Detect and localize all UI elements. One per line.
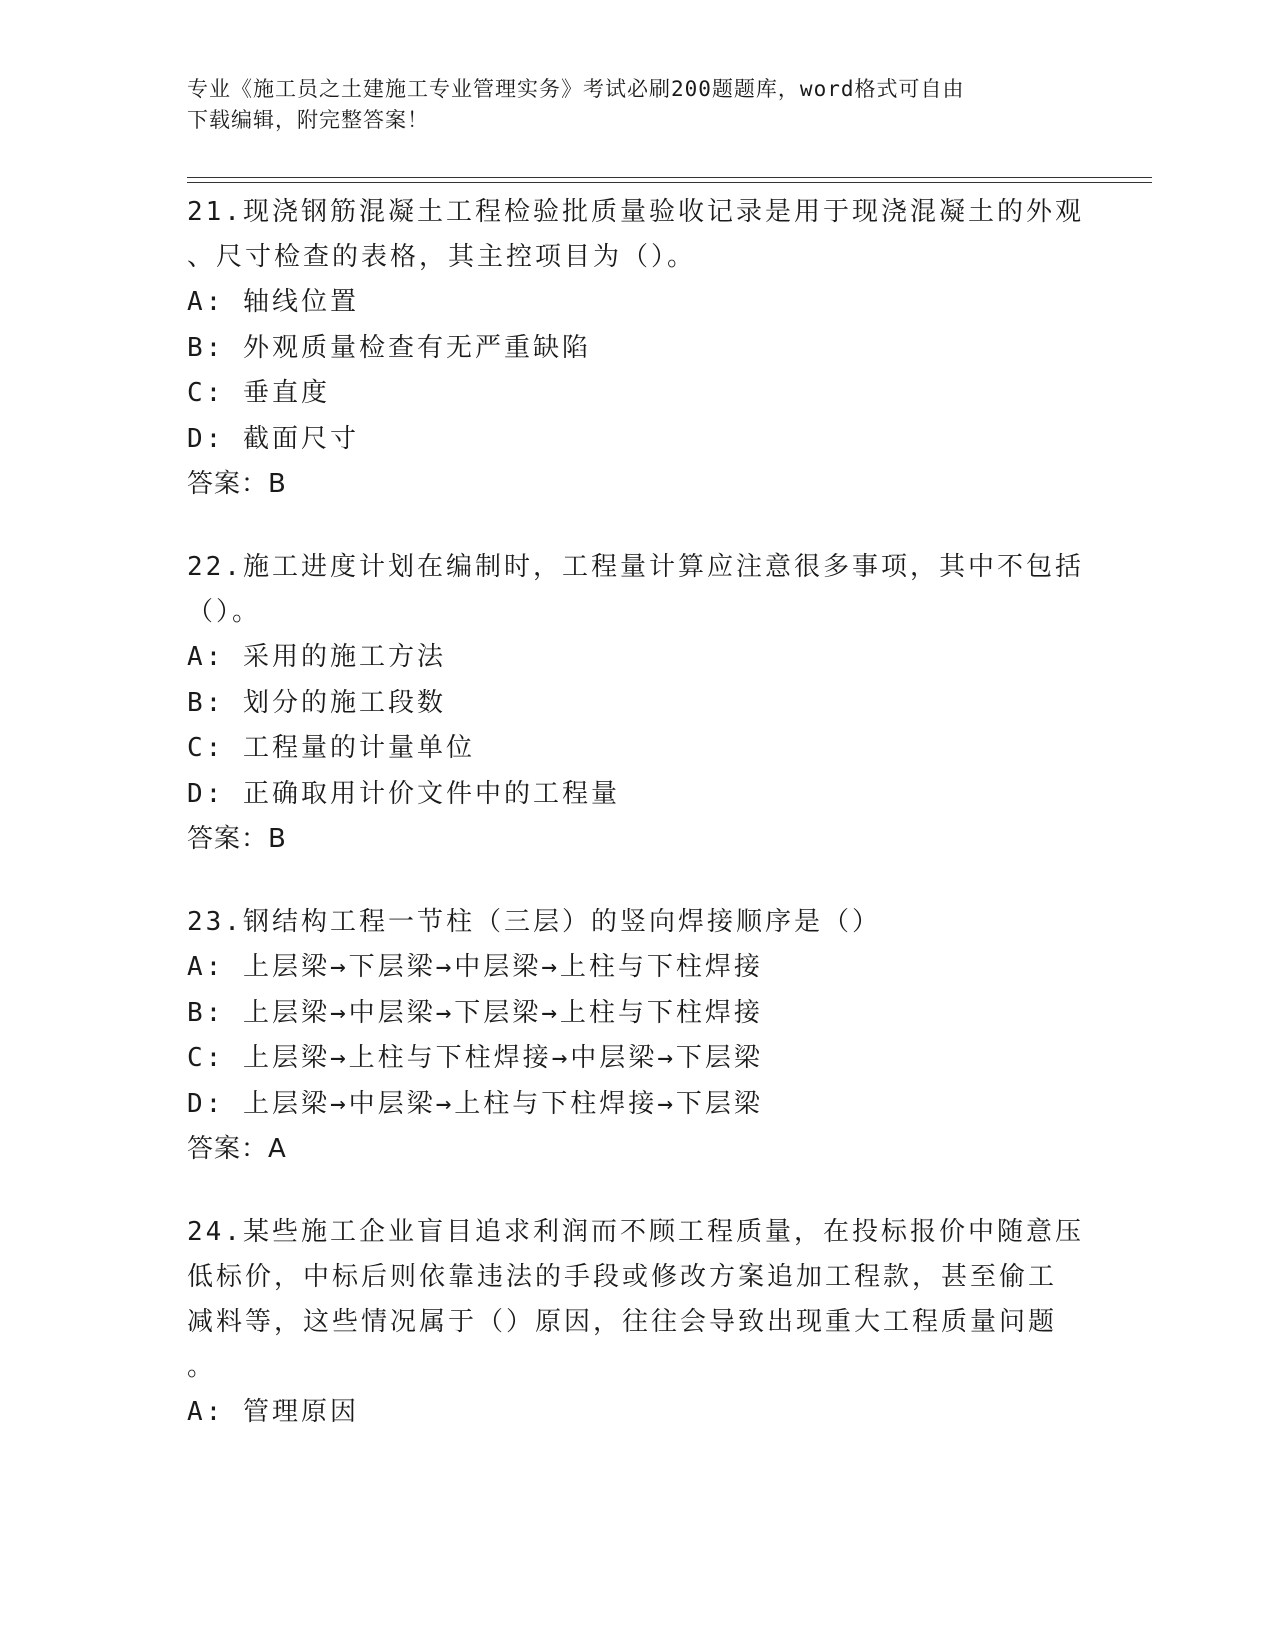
- answer-value: B: [268, 824, 287, 854]
- option-c: C: 垂直度: [187, 378, 330, 408]
- stem-line: （）。: [187, 597, 262, 627]
- option-c: C: 上层梁→上柱与下柱焊接→中层梁→下层梁: [187, 1043, 763, 1073]
- option-d: D: 截面尺寸: [187, 423, 359, 454]
- answer-value: B: [268, 469, 287, 499]
- stem-line: 24.某些施工企业盲目追求利润而不顾工程质量，在投标报价中随意压: [187, 1217, 1084, 1247]
- stem-line: 低标价，中标后则依靠违法的手段或修改方案追加工程款，甚至偷工: [187, 1262, 1058, 1292]
- answer-value: A: [268, 1134, 287, 1164]
- stem-line: 22.施工进度计划在编制时，工程量计算应注意很多事项，其中不包括: [187, 552, 1084, 582]
- stem-line: 减料等，这些情况属于（）原因，往往会导致出现重大工程质量问题: [187, 1307, 1058, 1337]
- option-b: B: 划分的施工段数: [187, 687, 446, 718]
- header-divider-bottom: [187, 182, 1152, 183]
- option-b: B: 外观质量检查有无严重缺陷: [187, 332, 591, 363]
- question-stem: [187, 900, 1087, 945]
- stem-line: 21.现浇钢筋混凝土工程检验批质量验收记录是用于现浇混凝土的外观: [187, 197, 1084, 227]
- option-c: C: 工程量的计量单位: [187, 733, 475, 763]
- question-stem: [187, 1210, 1087, 1390]
- question-stem: [187, 545, 1087, 635]
- option-b: B: 上层梁→中层梁→下层梁→上柱与下柱焊接: [187, 997, 763, 1028]
- question-stem: [187, 190, 1087, 280]
- answer: [187, 1127, 1087, 1172]
- answer-label: 答案：: [187, 824, 269, 854]
- option-a: A: 管理原因: [187, 1397, 359, 1427]
- answer: [187, 817, 1087, 862]
- question-24: [187, 1210, 1087, 1436]
- document-header: [187, 74, 1067, 136]
- question-21: [187, 190, 1087, 507]
- question-22: [187, 545, 1087, 862]
- option-d: D: 上层梁→中层梁→上柱与下柱焊接→下层梁: [187, 1088, 763, 1119]
- header-divider-top: [187, 177, 1152, 178]
- stem-line: 23.钢结构工程一节柱（三层）的竖向焊接顺序是（）: [187, 907, 881, 937]
- stem-line: 、尺寸检查的表格，其主控项目为（）。: [187, 242, 697, 272]
- option-a: A: 轴线位置: [187, 287, 359, 317]
- header-line-1: 专业《施工员之土建施工专业管理实务》考试必刷200题题库，word格式可自由: [187, 77, 965, 101]
- option-d: D: 正确取用计价文件中的工程量: [187, 778, 620, 809]
- answer-label: 答案：: [187, 469, 269, 499]
- answer: [187, 462, 1087, 507]
- option-a: A: 采用的施工方法: [187, 642, 446, 672]
- question-23: [187, 900, 1087, 1172]
- question-list: [187, 190, 1087, 1474]
- option-a: A: 上层梁→下层梁→中层梁→上柱与下柱焊接: [187, 952, 763, 982]
- header-line-2: 下载编辑，附完整答案！: [187, 108, 429, 132]
- answer-label: 答案：: [187, 1134, 269, 1164]
- stem-line: 。: [187, 1352, 217, 1382]
